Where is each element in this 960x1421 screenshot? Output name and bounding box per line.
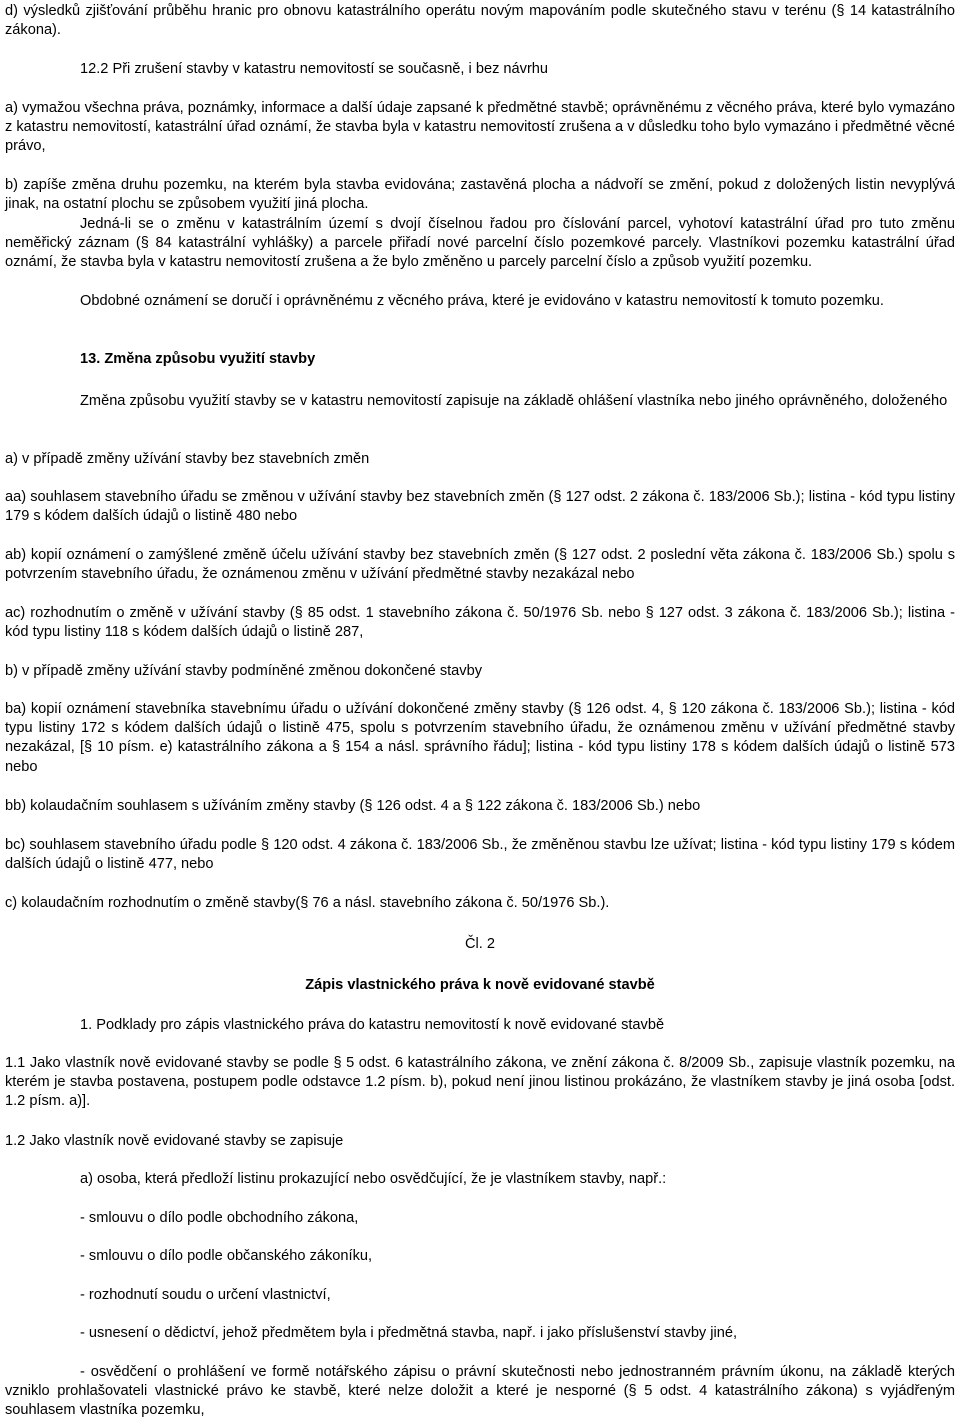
- paragraph-13-bc: bc) souhlasem stavebního úřadu podle § 120 odst. 4 zákona č. 183/2006 Sb., že změněnou stavbu lze užívat; listina - kód typu listiny 179 s kódem dalších údajů o listině 477, nebo: [5, 837, 955, 873]
- list-item-4: - usnesení o dědictví, jehož předmětem byla i předmětná stavba, např. i jako příslušenství stavby jiné,: [80, 1325, 738, 1341]
- paragraph-12-2-a: a) vymažou všechna práva, poznámky, informace a další údaje zapsané k předmětné stavbě; oprávněnému z věcného práva, které bylo vymazáno z katastru nemovitostí, katastrální úřad oznámí, že stavba byla v katastru nemovitostí zrušena a v důsledku toho bylo vymazáno i předmětné věcné právo,: [5, 100, 955, 155]
- paragraph-13-aa: aa) souhlasem stavebního úřadu se změnou v užívání stavby bez stavebních změn (§ 127 odst. 2 zákona č. 183/2006 Sb.); listina - kód typu listiny 179 s kódem dalších údajů o listině 480 nebo: [5, 489, 955, 525]
- paragraph-13-b: b) v případě změny užívání stavby podmíněné změnou dokončené stavby: [5, 663, 483, 679]
- paragraph-1-1: 1.1 Jako vlastník nově evidované stavby se podle § 5 odst. 6 katastrálního zákona, ve znění zákona č. 8/2009 Sb., zapisuje vlastník pozemku, na kterém je stavba postavena, postupem podle odstavce 1.2 písm. b), pokud není jinou listinou prokázáno, že vlastníkem stavby je jiná osoba [odst. 1.2 písm. a)].: [5, 1055, 955, 1110]
- paragraph-13-c: c) kolaudačním rozhodnutím o změně stavby(§ 76 a násl. stavebního zákona č. 50/1976 Sb.).: [5, 895, 610, 911]
- list-item-1: - smlouvu o dílo podle obchodního zákona,: [80, 1210, 359, 1226]
- paragraph-d: d) výsledků zjišťování průběhu hranic pro obnovu katastrálního operátu novým mapováním podle skutečného stavu v terénu (§ 14 katastrálního zákona).: [5, 3, 955, 39]
- paragraph-12-2-c: Jedná-li se o změnu v katastrálním území s dvojí číselnou řadou pro číslování parcel, vyhotoví katastrální úřad pro tuto změnu neměřický záznam (§ 84 katastrální vyhlášky) a parcele přiřadí nové parcelní číslo pozemkové parcely. Vlastníkovi pozemku katastrální úřad oznámí, že stavba byla v katastru nemovitostí zrušena a že bylo změněno u parcely parcelní číslo a způsob využití pozemku.: [5, 216, 955, 271]
- section-1-heading: 1. Podklady pro zápis vlastnického práva do katastru nemovitostí k nově evidované stavbě: [80, 1017, 665, 1033]
- article-title: Zápis vlastnického práva k nově evidované stavbě: [305, 977, 655, 993]
- paragraph-12-2-d: Obdobné oznámení se doručí i oprávněnému z věcného práva, které je evidováno v katastru nemovitostí k tomuto pozemku.: [80, 293, 884, 309]
- paragraph-1-2: 1.2 Jako vlastník nově evidované stavby se zapisuje: [5, 1133, 344, 1149]
- section-13-heading: 13. Změna způsobu využití stavby: [80, 351, 316, 367]
- paragraph-13-ab: ab) kopií oznámení o zamýšlené změně účelu užívání stavby bez stavebních změn (§ 127 odst. 2 poslední věta zákona č. 183/2006 Sb.) spolu s potvrzením stavebního úřadu, že oznámenou změnu v užívání předmětné stavby nezakázal nebo: [5, 547, 955, 583]
- list-item-3: - rozhodnutí soudu o určení vlastnictví,: [80, 1287, 331, 1303]
- section-12-2-heading: 12.2 Při zrušení stavby v katastru nemovitostí se současně, i bez návrhu: [80, 61, 549, 77]
- paragraph-13-intro: Změna způsobu využití stavby se v katastru nemovitostí zapisuje na základě ohlášení vlastníka nebo jiného oprávněného, doloženého: [80, 393, 948, 409]
- paragraph-13-bb: bb) kolaudačním souhlasem s užíváním změny stavby (§ 126 odst. 4 a § 122 zákona č. 183/2006 Sb.) nebo: [5, 798, 701, 814]
- article-number: Čl. 2: [464, 936, 495, 952]
- paragraph-12-2-b: b) zapíše změna druhu pozemku, na kterém byla stavba evidována; zastavěná plocha a nádvoří se změní, pokud z doložených listin nevyplývá jinak, na ostatní plochu se způsobem využití jiná plocha.: [5, 177, 955, 213]
- paragraph-13-a: a) v případě změny užívání stavby bez stavebních změn: [5, 451, 370, 467]
- paragraph-13-ba: ba) kopií oznámení stavebníka stavebnímu úřadu o užívání dokončené změny stavby (§ 126 odst. 4, § 120 zákona č. 183/2006 Sb.); listina - kód typu listiny 172 s kódem dalších údajů o listině 475, spolu s potvrzením stavebního úřadu, že oznámenou změnu v užívání předmětné stavby nezakázal, [§ 10 písm. e) katastrálního zákona a § 154 a násl. správního řádu]; listina - kód typu listiny 178 s kódem dalších údajů o listině 573 nebo: [5, 701, 955, 775]
- paragraph-13-ac: ac) rozhodnutím o změně v užívání stavby (§ 85 odst. 1 stavebního zákona č. 50/1976 Sb. nebo § 127 odst. 3 zákona č. 183/2006 Sb.); listina - kód typu listiny 118 s kódem dalších údajů o listině 287,: [5, 605, 955, 641]
- list-item-5: - osvědčení o prohlášení ve formě notářského zápisu o právní skutečnosti nebo jednostranném právním úkonu, na základě kterých vzniklo prohlašovateli vlastnické právo ke stavbě, které nelze doložit a které je nesporné (§ 5 odst. 4 katastrálního zákona) s vyjádřeným souhlasem vlastníka pozemku,: [5, 1364, 955, 1419]
- list-item-2: - smlouvu o dílo podle občanského zákoníku,: [80, 1248, 373, 1264]
- paragraph-1-2-a: a) osoba, která předloží listinu prokazující nebo osvědčující, že je vlastníkem stavby, např.:: [80, 1171, 667, 1187]
